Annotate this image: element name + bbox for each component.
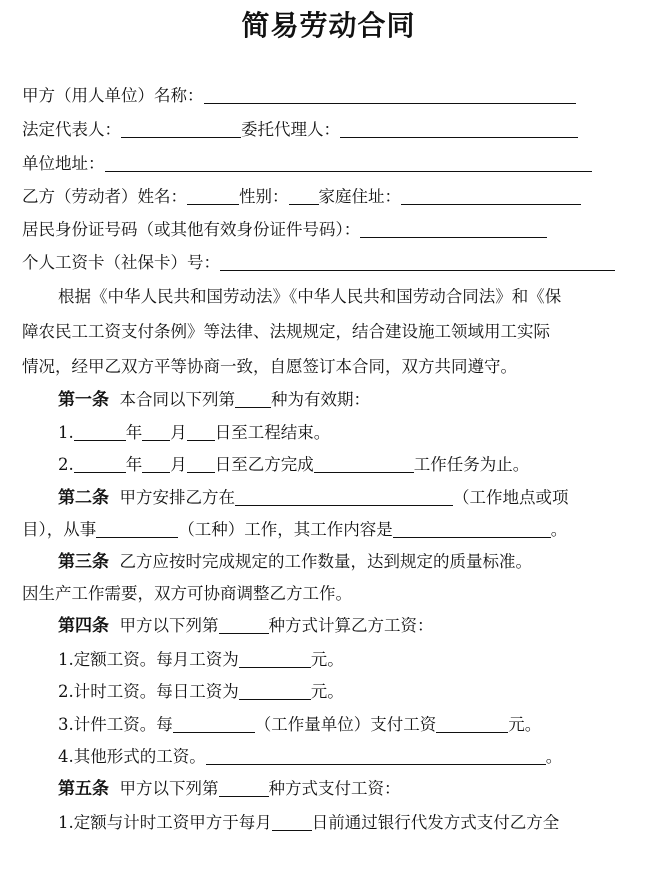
job-content-blank[interactable]	[393, 519, 551, 538]
card-row	[22, 251, 615, 275]
article-3-row-2: 因生产工作需要，双方可协商调整乙方工作。	[22, 584, 352, 603]
article-5-item-1-text-b: 日前通过银行代发方式支付乙方全	[311, 813, 560, 832]
option-1-end: 日至工程结束。	[214, 423, 331, 442]
article-2-text-d: （工种）工作，其工作内容是	[178, 520, 393, 539]
option-2-month: 月	[170, 455, 187, 474]
gender-blank[interactable]	[289, 186, 319, 205]
article-4-heading: 第四条	[58, 616, 109, 636]
employer-name-row	[22, 84, 576, 108]
article-5-text-a: 甲方以下列第	[119, 779, 219, 798]
article-1-heading: 第一条	[58, 390, 109, 410]
article-2-text-e: 。	[550, 520, 568, 539]
article-1-row	[58, 388, 370, 412]
worker-name-label: 乙方（劳动者）姓名：	[22, 187, 187, 206]
article-3-heading: 第三条	[58, 552, 109, 572]
work-place-blank[interactable]	[235, 487, 453, 506]
daily-wage-blank[interactable]	[239, 681, 311, 700]
item-3-text: 3.计件工资。每	[58, 715, 173, 734]
home-blank[interactable]	[401, 186, 581, 205]
item-2-unit: 元。	[310, 682, 344, 701]
worker-row	[22, 185, 581, 209]
article-1-option-1	[58, 421, 330, 445]
document-title: 简易劳动合同	[241, 9, 416, 42]
other-wage-blank[interactable]	[206, 746, 546, 765]
article-2-heading: 第二条	[58, 488, 109, 508]
article-3-row-1	[58, 550, 532, 574]
card-label: 个人工资卡（社保卡）号：	[22, 253, 220, 272]
article-4-item-3	[58, 713, 541, 737]
card-blank[interactable]	[220, 252, 615, 271]
article-5-blank[interactable]	[219, 778, 269, 797]
item-2-text: 2.计时工资。每日工资为	[58, 682, 239, 701]
article-5-row	[58, 777, 401, 801]
option-2-number: 2.	[58, 455, 74, 474]
article-4-text-a: 甲方以下列第	[119, 616, 219, 635]
article-5-text-b: 种方式支付工资：	[268, 779, 401, 798]
item-1-text: 1.定额工资。每月工资为	[58, 650, 239, 669]
option-1-year-blank[interactable]	[74, 422, 126, 441]
id-blank[interactable]	[360, 219, 547, 238]
item-3-unit: 元。	[508, 715, 542, 734]
item-4-end: 。	[545, 747, 563, 766]
article-2-text-c: 目），从事	[22, 520, 97, 539]
article-4-item-4	[58, 745, 562, 769]
item-3-text-b: （工作量单位）支付工资	[254, 715, 437, 734]
legal-rep-label: 法定代表人：	[22, 120, 121, 139]
work-unit-blank[interactable]	[173, 714, 255, 733]
option-1-number: 1.	[58, 423, 74, 442]
id-label: 居民身份证号码（或其他有效身份证件号码）：	[22, 220, 361, 239]
article-2-text-a: 甲方安排乙方在	[119, 488, 235, 507]
article-1-blank[interactable]	[235, 389, 271, 408]
address-blank[interactable]	[105, 153, 592, 172]
article-5-heading: 第五条	[58, 779, 109, 799]
address-label: 单位地址：	[22, 154, 105, 173]
article-4-blank[interactable]	[219, 615, 269, 634]
article-4-item-2	[58, 680, 344, 704]
article-4-text-b: 种方式计算乙方工资：	[268, 616, 434, 635]
article-1-text-a: 本合同以下列第	[119, 390, 235, 409]
article-2-text-b: （工作地点或项	[453, 488, 569, 507]
option-1-month-blank[interactable]	[142, 422, 170, 441]
agent-blank[interactable]	[340, 119, 578, 138]
option-2-year-blank[interactable]	[74, 454, 126, 473]
address-row	[22, 152, 592, 176]
article-2-row-1	[58, 486, 569, 510]
item-4-text: 4.其他形式的工资。	[58, 747, 206, 766]
preamble-line-1: 根据《中华人民共和国劳动法》《中华人民共和国劳动合同法》和《保	[58, 287, 562, 306]
article-3-text-1: 乙方应按时完成规定的工作数量，达到规定的质量标准。	[119, 552, 532, 571]
monthly-wage-blank[interactable]	[239, 649, 311, 668]
worker-name-blank[interactable]	[187, 186, 239, 205]
gender-label: 性别：	[239, 187, 289, 206]
option-2-end: 工作任务为止。	[413, 455, 530, 474]
piece-wage-blank[interactable]	[436, 714, 508, 733]
option-2-day-blank[interactable]	[187, 454, 215, 473]
option-2-year: 年	[125, 455, 143, 474]
legal-rep-row	[22, 118, 578, 142]
option-1-year: 年	[125, 423, 143, 442]
job-type-blank[interactable]	[96, 519, 178, 538]
option-2-day: 日至乙方完成	[214, 455, 314, 474]
option-2-task-blank[interactable]	[314, 454, 414, 473]
article-2-row-2	[22, 518, 567, 542]
option-1-day-blank[interactable]	[187, 422, 215, 441]
home-label: 家庭住址：	[318, 187, 401, 206]
pay-day-blank[interactable]	[272, 812, 312, 831]
article-4-item-1	[58, 648, 344, 672]
preamble-line-2: 障农民工工资支付条例》等法律、法规规定，结合建设施工领域用工实际	[22, 322, 550, 341]
legal-rep-blank[interactable]	[121, 119, 241, 138]
article-5-item-1-text: 1.定额与计时工资甲方于每月	[58, 813, 272, 832]
option-2-month-blank[interactable]	[142, 454, 170, 473]
article-4-row	[58, 614, 434, 638]
item-1-unit: 元。	[310, 650, 344, 669]
article-5-item-1	[58, 811, 559, 835]
article-1-text-b: 种为有效期：	[271, 390, 370, 409]
preamble-line-3: 情况，经甲乙双方平等协商一致，自愿签订本合同，双方共同遵守。	[22, 357, 517, 376]
article-1-option-2	[58, 453, 529, 477]
id-row	[22, 218, 547, 242]
agent-label: 委托代理人：	[241, 120, 340, 139]
employer-name-blank[interactable]	[204, 85, 576, 104]
employer-name-label: 甲方（用人单位）名称：	[22, 86, 204, 105]
option-1-month: 月	[170, 423, 187, 442]
